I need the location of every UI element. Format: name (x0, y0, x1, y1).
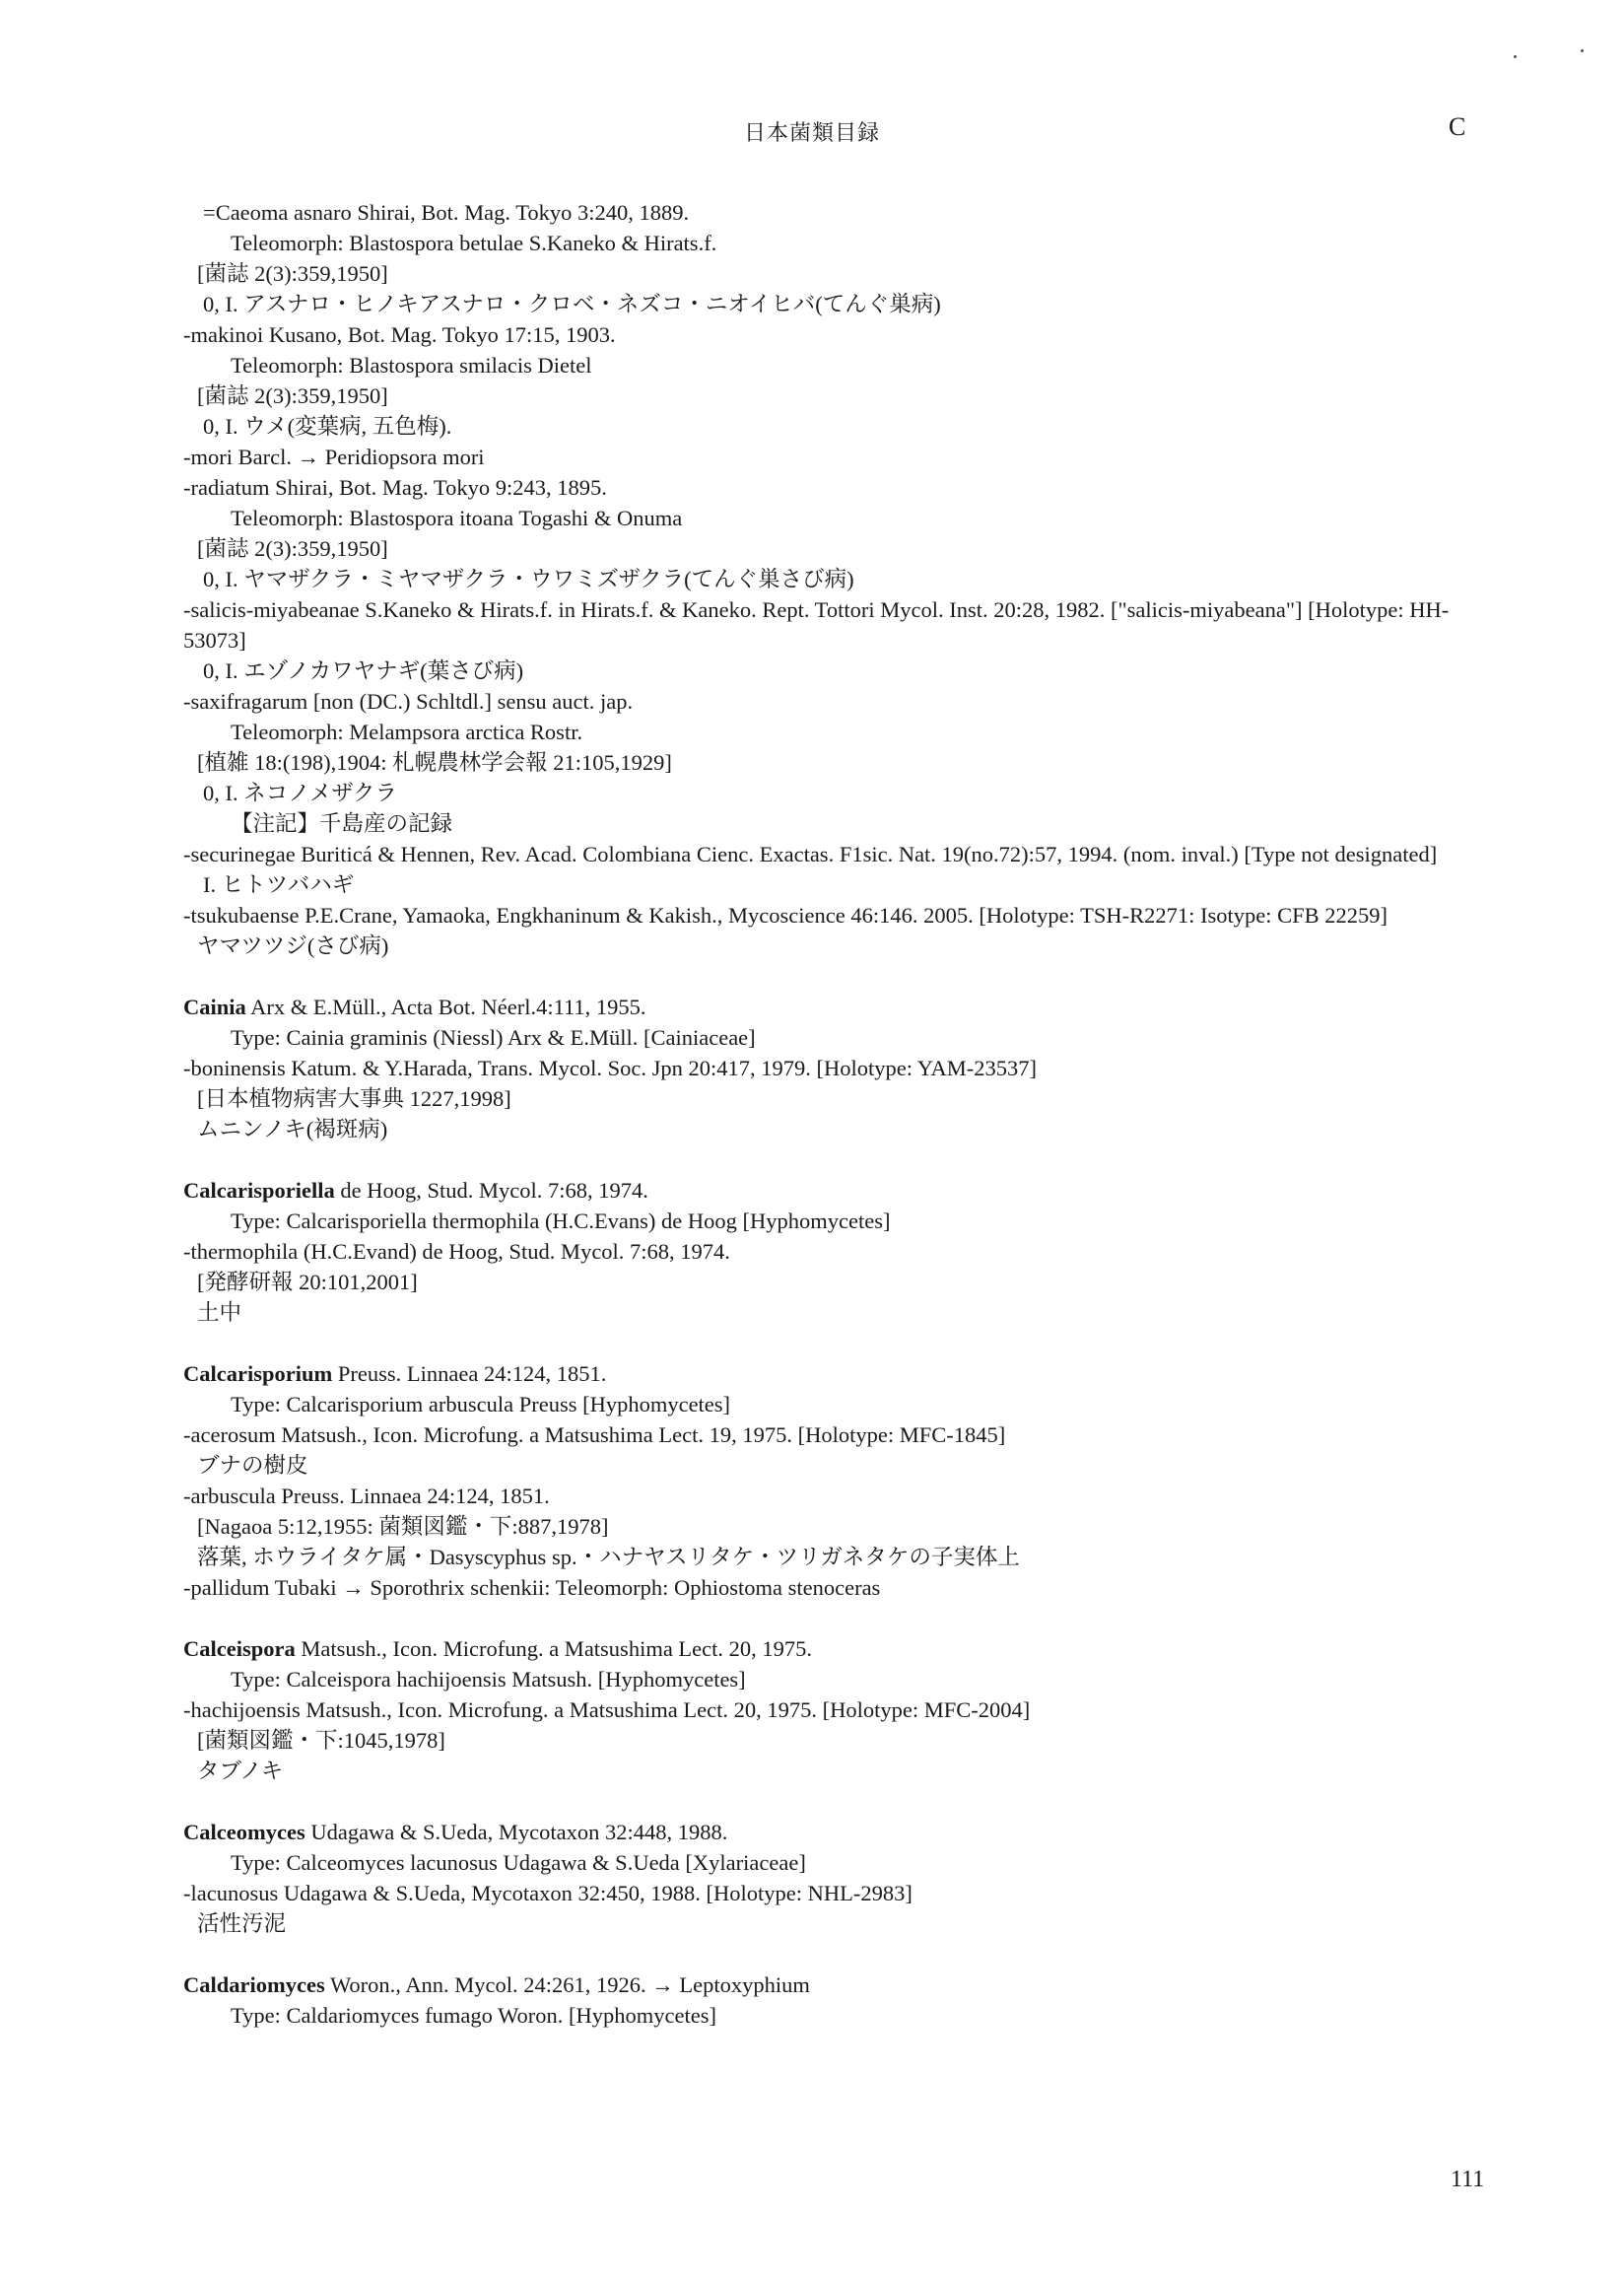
catalog-line: =Caeoma asnaro Shirai, Bot. Mag. Tokyo 3:240, 1889. (203, 200, 690, 225)
catalog-line: [菌誌 2(3):359,1950] (197, 536, 388, 561)
genus-name: Calcarisporiella (183, 1178, 335, 1203)
genus-citation: de Hoog, Stud. Mycol. 7:68, 1974. (334, 1178, 648, 1203)
genus-entry-line (183, 1358, 1494, 1389)
catalog-line: -lacunosus Udagawa & S.Ueda, Mycotaxon 32:450, 1988. [Holotype: NHL-2983] (183, 1881, 913, 1905)
catalog-line: -acerosum Matsush., Icon. Microfung. a Matsushima Lect. 19, 1975. [Holotype: MFC-1845] (183, 1422, 1006, 1447)
genus-name: Cainia (183, 995, 246, 1019)
catalog-line: Type: Calceispora hachijoensis Matsush. [Hyphomycetes] (231, 1667, 746, 1692)
catalog-line: -tsukubaense P.E.Crane, Yamaoka, Engkhaninum & Kakish., Mycoscience 46:146. 2005. [Holotype: TSH-R2271: Isotype: CFB 22259] (183, 903, 1387, 928)
catalog-line: -hachijoensis Matsush., Icon. Microfung. a Matsushima Lect. 20, 1975. [Holotype: MFC-2004] (183, 1697, 1031, 1722)
catalog-line: 0, I. ネコノメザクラ (203, 781, 397, 805)
catalog-line: [Nagaoa 5:12,1955: 菌類図鑑・下:887,1978] (197, 1514, 609, 1539)
catalog-line: 土中 (197, 1300, 242, 1325)
genus-citation: Woron., Ann. Mycol. 24:261, 1926. → Leptoxyphium (324, 1972, 810, 1997)
genus-entry-line (183, 1969, 1494, 2000)
genus-entry-line (183, 1633, 1494, 1664)
entry-spacer (183, 1603, 1494, 1633)
entry-spacer (183, 1786, 1494, 1817)
catalog-line: -mori Barcl. → Peridiopsora mori (183, 445, 485, 469)
catalog-line: -makinoi Kusano, Bot. Mag. Tokyo 17:15, 1903. (183, 322, 616, 347)
catalog-line: -thermophila (H.C.Evand) de Hoog, Stud. Mycol. 7:68, 1974. (183, 1239, 730, 1264)
catalog-line: [菌誌 2(3):359,1950] (197, 383, 388, 408)
catalog-line: Type: Caldariomyces fumago Woron. [Hyphomycetes] (231, 2003, 716, 2028)
catalog-line: タブノキ (197, 1759, 284, 1783)
page-number: 111 (1451, 2167, 1485, 2192)
catalog-line: [日本植物病害大事典 1227,1998] (197, 1086, 511, 1111)
catalog-line: -saxifragarum [non (DC.) Schltdl.] sensu auct. jap. (183, 689, 634, 714)
catalog-line: Teleomorph: Melampsora arctica Rostr. (231, 720, 583, 744)
catalog-line: 0, I. エゾノカワヤナギ(葉さび病) (203, 658, 524, 683)
genus-entry-line (183, 992, 1494, 1022)
genus-name: Caldariomyces (183, 1972, 325, 1997)
catalog-line: Type: Calcarisporiella thermophila (H.C.Evans) de Hoog [Hyphomycetes] (231, 1209, 891, 1233)
genus-name: Calcarisporium (183, 1361, 333, 1386)
genus-citation: Arx & E.Müll., Acta Bot. Néerl.4:111, 1955. (245, 995, 646, 1019)
genus-entry-line (183, 1175, 1494, 1206)
catalog-line: -salicis-miyabeanae S.Kaneko & Hirats.f. in Hirats.f. & Kaneko. Rept. Tottori Mycol. Inst. 20:28, 1982. ["salicis-miyabeana"] [Holotype: HH-53073] (183, 597, 1450, 653)
catalog-line: 0, I. アスナロ・ヒノキアスナロ・クロベ・ネズコ・ニオイヒバ(てんぐ巣病) (203, 292, 941, 316)
catalog-line: -boninensis Katum. & Y.Harada, Trans. Mycol. Soc. Jpn 20:417, 1979. [Holotype: YAM-23537] (183, 1056, 1037, 1080)
catalog-line: ブナの樹皮 (197, 1453, 308, 1478)
catalog-line: [発酵研報 20:101,2001] (197, 1270, 418, 1294)
catalog-line: Teleomorph: Blastospora smilacis Dietel (231, 353, 592, 378)
genus-citation: Udagawa & S.Ueda, Mycotaxon 32:448, 1988. (304, 1820, 728, 1844)
catalog-line: 活性汚泥 (197, 1911, 287, 1936)
entry-spacer (183, 1939, 1494, 1969)
genus-entry-line (183, 1817, 1494, 1847)
catalog-line: Teleomorph: Blastospora itoana Togashi & Onuma (231, 506, 683, 530)
genus-name: Calceispora (183, 1636, 296, 1661)
catalog-line: ヤマツツジ(さび病) (197, 933, 389, 958)
entry-spacer (183, 1328, 1494, 1358)
catalog-line: 【注記】千島産の記録 (231, 811, 453, 836)
entry-spacer (183, 961, 1494, 992)
catalog-body (183, 197, 1494, 2031)
catalog-line: 0, I. ヤマザクラ・ミヤマザクラ・ウワミズザクラ(てんぐ巣さび病) (203, 567, 854, 591)
scan-speck (1581, 49, 1584, 52)
catalog-line: 0, I. ウメ(変葉病, 五色梅). (203, 414, 452, 439)
catalog-line: [植雑 18:(198),1904: 札幌農林学会報 21:105,1929] (197, 750, 672, 775)
catalog-line: I. ヒトツバハギ (203, 872, 355, 897)
catalog-line: [菌類図鑑・下:1045,1978] (197, 1728, 445, 1753)
catalog-line: -arbuscula Preuss. Linnaea 24:124, 1851. (183, 1484, 550, 1508)
catalog-line: Type: Calceomyces lacunosus Udagawa & S.Ueda [Xylariaceae] (231, 1850, 806, 1875)
entry-spacer (183, 1144, 1494, 1175)
genus-name: Calceomyces (183, 1820, 305, 1844)
catalog-line: [菌誌 2(3):359,1950] (197, 261, 388, 286)
scan-speck (1514, 55, 1517, 58)
catalog-line: Type: Cainia graminis (Niessl) Arx & E.Müll. [Cainiaceae] (231, 1025, 756, 1050)
catalog-line: Teleomorph: Blastospora betulae S.Kaneko & Hirats.f. (231, 231, 717, 255)
catalog-line: 落葉, ホウライタケ属・Dasyscyphus sp.・ハナヤスリタケ・ツリガネタケの子実体上 (197, 1545, 1020, 1569)
genus-citation: Preuss. Linnaea 24:124, 1851. (332, 1361, 607, 1386)
section-letter: C (1449, 112, 1466, 141)
catalog-line: -pallidum Tubaki → Sporothrix schenkii: Teleomorph: Ophiostoma stenoceras (183, 1575, 881, 1600)
genus-citation: Matsush., Icon. Microfung. a Matsushima Lect. 20, 1975. (295, 1636, 813, 1661)
page-header-title: 日本菌類目録 (743, 120, 880, 145)
catalog-line: ムニンノキ(褐斑病) (197, 1117, 388, 1141)
catalog-line: -radiatum Shirai, Bot. Mag. Tokyo 9:243, 1895. (183, 475, 607, 500)
catalog-line: Type: Calcarisporium arbuscula Preuss [Hyphomycetes] (231, 1392, 731, 1416)
catalog-line: -securinegae Buriticá & Hennen, Rev. Acad. Colombiana Cienc. Exactas. F1sic. Nat. 19(no.72):57, 1994. (nom. inval.) [Type not designated] (183, 842, 1438, 866)
